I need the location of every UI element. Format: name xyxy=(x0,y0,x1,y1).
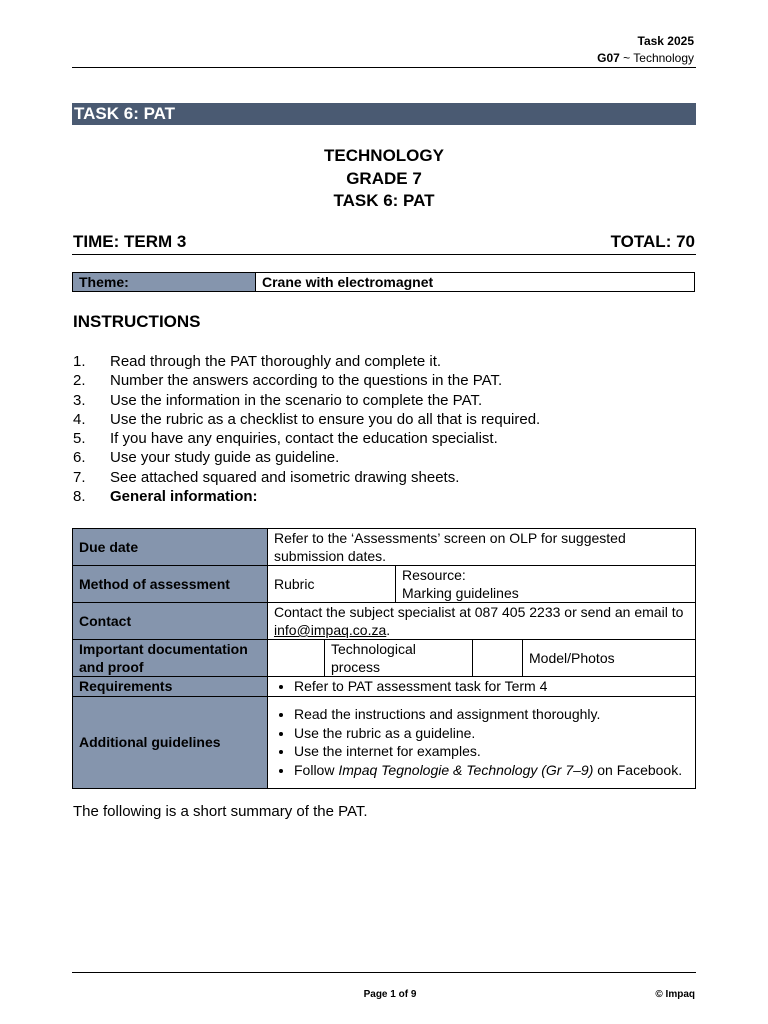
due-date-label: Due date xyxy=(73,529,268,566)
time-label: TIME: TERM 3 xyxy=(73,232,187,251)
documentation-box-1 xyxy=(268,640,325,677)
instructions-heading: INSTRUCTIONS xyxy=(73,312,201,331)
list-item: • Use the internet for examples. xyxy=(294,742,689,761)
list-item xyxy=(73,429,540,448)
title-subject: TECHNOLOGY xyxy=(324,146,444,165)
table-row xyxy=(73,640,696,677)
requirements-list xyxy=(274,677,689,696)
item-number: 2. xyxy=(73,372,86,390)
subject: Technology xyxy=(633,51,694,65)
list-item xyxy=(73,410,540,429)
page-of: of xyxy=(395,989,411,1000)
title-grade: GRADE 7 xyxy=(346,168,422,188)
summary-text: The following is a short summary of the PAT. xyxy=(73,803,368,820)
item-text: Number the answers according to the questions in the PAT. xyxy=(110,372,503,390)
theme-label: Theme: xyxy=(73,273,256,292)
list-item xyxy=(73,448,540,467)
grade-subject xyxy=(597,50,694,67)
additional-label: Additional guidelines xyxy=(73,696,268,788)
list-item xyxy=(73,391,540,410)
page-header xyxy=(597,33,694,67)
due-date-value: Refer to the ‘Assessments’ screen on OLP for suggested submission dates. xyxy=(268,529,696,566)
footer-divider xyxy=(72,972,696,973)
item-number: 8. xyxy=(73,488,86,506)
theme-table xyxy=(72,272,695,292)
list-item: • Refer to PAT assessment task for Term 4 xyxy=(294,677,689,696)
item-number: 6. xyxy=(73,449,86,467)
list-item: • Read the instructions and assignment thoroughly. xyxy=(294,705,689,724)
document-title xyxy=(72,145,696,213)
item-number: 4. xyxy=(73,410,86,428)
contact-text: Contact the subject specialist at 087 405 2233 or send an email to xyxy=(274,604,684,620)
resource-label: Resource: xyxy=(402,567,466,583)
item-text: Use the rubric as a checklist to ensure you do all that is required. xyxy=(110,410,541,428)
contact-value xyxy=(268,603,696,640)
theme-value: Crane with electromagnet xyxy=(256,273,695,292)
header-divider xyxy=(72,67,696,68)
list-item xyxy=(73,352,540,371)
general-info-table xyxy=(72,528,696,789)
method-value: Rubric xyxy=(268,566,396,603)
documentation-label: Important documentation and proof xyxy=(73,640,268,677)
task-year: Task 2025 xyxy=(637,34,694,48)
item-text: Use the information in the scenario to complete the PAT. xyxy=(110,391,483,409)
task-banner: TASK 6: PAT xyxy=(72,103,696,125)
header-separator: ~ xyxy=(619,51,634,65)
page-number xyxy=(0,989,768,1000)
documentation-option-1: Technological process xyxy=(325,640,473,677)
requirements-label: Requirements xyxy=(73,677,268,697)
list-item: • Use the rubric as a guideline. xyxy=(294,724,689,743)
additional-list xyxy=(274,705,689,779)
email-link[interactable]: info@impaq.co.za xyxy=(274,622,387,638)
table-row xyxy=(73,696,696,788)
facebook-page-name: Impaq Tegnologie & Technology (Gr 7–9) xyxy=(338,761,594,778)
item-suffix: on Facebook. xyxy=(593,761,683,778)
grade-code: G07 xyxy=(597,51,620,65)
requirements-value xyxy=(268,677,696,697)
item-text: General information: xyxy=(110,488,258,506)
list-item xyxy=(294,761,689,780)
contact-suffix: . xyxy=(386,622,391,638)
item-text: Read through the PAT thoroughly and complete it. xyxy=(110,353,442,370)
time-total-row xyxy=(72,231,696,255)
table-row xyxy=(73,677,696,697)
item-number: 7. xyxy=(73,468,86,486)
item-prefix: Follow xyxy=(294,761,339,778)
resource-cell xyxy=(396,566,696,603)
item-text: See attached squared and isometric drawing sheets. xyxy=(110,468,460,486)
item-number: 1. xyxy=(73,353,86,370)
copyright: © Impaq xyxy=(655,989,695,1000)
item-text: If you have any enquiries, contact the education specialist. xyxy=(110,430,498,448)
item-number: 5. xyxy=(73,430,86,448)
instructions-list xyxy=(73,352,540,506)
list-item xyxy=(73,487,540,506)
documentation-option-2: Model/Photos xyxy=(523,640,696,677)
resource-value: Marking guidelines xyxy=(402,585,519,601)
table-row xyxy=(73,529,696,566)
page-total: 9 xyxy=(410,989,417,1000)
table-row xyxy=(73,603,696,640)
item-number: 3. xyxy=(73,391,86,409)
documentation-box-2 xyxy=(473,640,523,677)
contact-label: Contact xyxy=(73,603,268,640)
table-row xyxy=(73,566,696,603)
title-task: TASK 6: PAT xyxy=(333,191,435,210)
total-label: TOTAL: 70 xyxy=(610,232,695,251)
list-item xyxy=(73,468,540,487)
method-label: Method of assessment xyxy=(73,566,268,603)
additional-value xyxy=(268,696,696,788)
item-text: Use your study guide as guideline. xyxy=(110,449,340,467)
list-item xyxy=(73,371,540,390)
page-prefix: Page xyxy=(363,989,391,1000)
page-current: 1 xyxy=(390,989,396,1000)
